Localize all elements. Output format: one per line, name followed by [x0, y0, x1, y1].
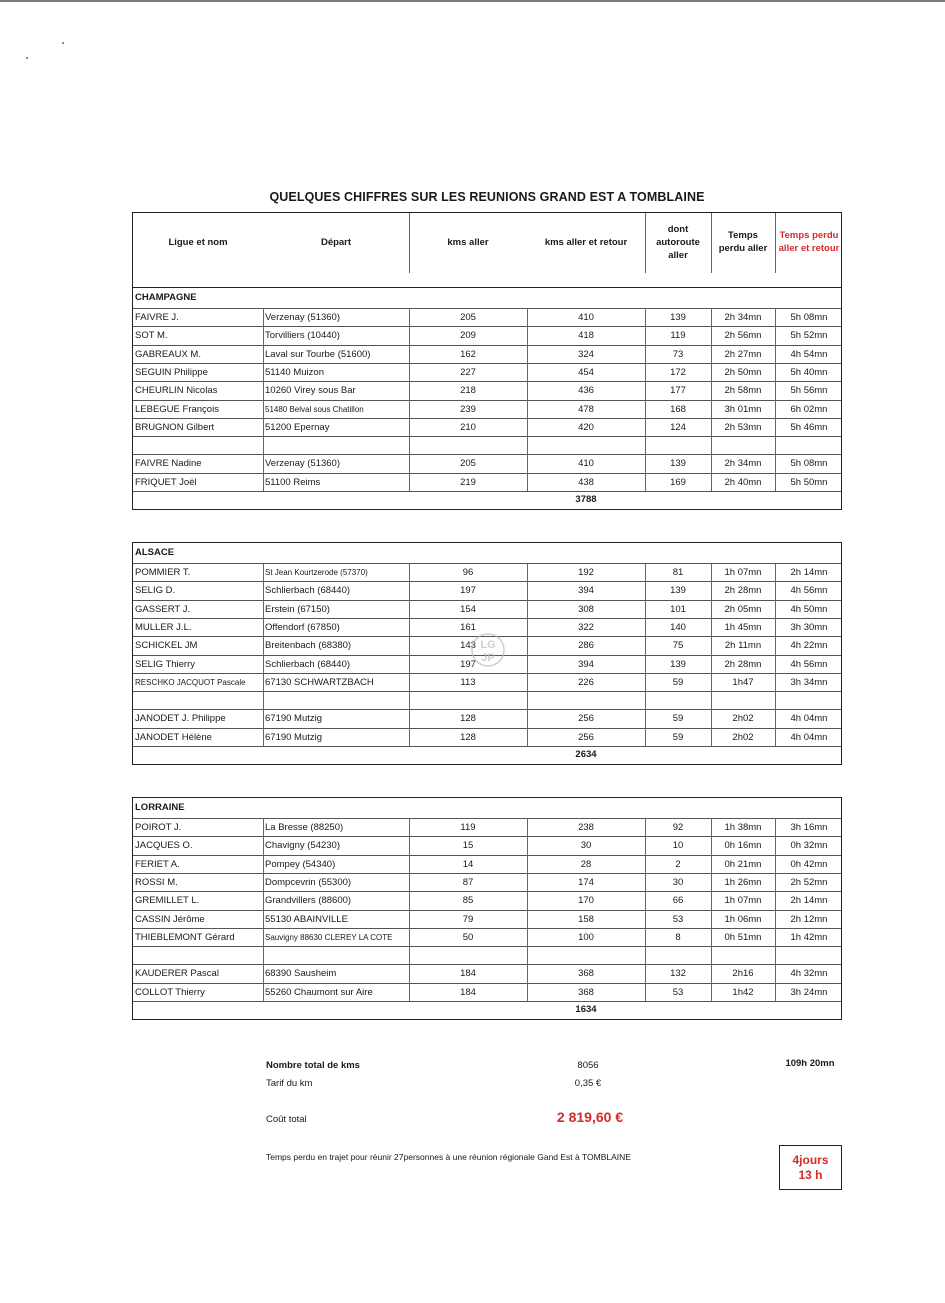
- table-row: [133, 308, 841, 326]
- cell-ar: 308: [578, 603, 594, 615]
- header-temps-aller: Temps perdu aller: [718, 230, 768, 254]
- section-total: 3788: [575, 494, 597, 505]
- cell-ar: 436: [578, 385, 594, 397]
- column-divider: [775, 308, 776, 491]
- table-row: [133, 418, 841, 436]
- cell-t1: 1h 26mn: [724, 876, 762, 888]
- cell-kms: 162: [460, 348, 476, 360]
- cell-t2: 4h 56mn: [790, 585, 828, 597]
- cell-nom: BRUGNON Gilbert: [135, 421, 215, 433]
- cell-t1: 1h 06mn: [724, 913, 762, 925]
- cell-auto: 8: [675, 931, 681, 943]
- cell-ar: 324: [578, 348, 594, 360]
- svg-text:LG: LG: [480, 639, 496, 651]
- cell-kms: 227: [460, 366, 476, 378]
- cell-t1: 3h 01mn: [724, 403, 762, 415]
- header-depart: Départ: [320, 236, 352, 248]
- cell-t2: 2h 14mn: [790, 567, 828, 578]
- cell-depart: Chavigny (54230): [265, 840, 340, 852]
- section-name: LORRAINE: [135, 802, 185, 813]
- cell-t1: 1h 45mn: [724, 621, 762, 633]
- cell-ar: 418: [578, 330, 594, 342]
- cell-kms: 143: [460, 640, 476, 652]
- table-row: [133, 600, 841, 618]
- column-divider: [711, 563, 712, 746]
- cell-ar: 192: [578, 567, 594, 578]
- cell-kms: 239: [460, 403, 476, 415]
- table-row: [133, 855, 841, 873]
- cell-kms: 113: [460, 676, 476, 688]
- cell-auto: 139: [670, 585, 686, 597]
- cell-ar: 454: [578, 366, 594, 378]
- cell-nom: GABREAUX M.: [135, 348, 201, 360]
- cell-auto: 169: [670, 476, 686, 488]
- cell-depart: Schlierbach (68440): [265, 585, 351, 597]
- cell-t2: 5h 50mn: [790, 476, 828, 488]
- cell-kms: 161: [460, 621, 476, 633]
- table-row: [133, 818, 841, 836]
- cell-auto: 124: [670, 421, 686, 433]
- cell-auto: 168: [670, 403, 686, 415]
- cell-ar: 100: [578, 931, 594, 943]
- cell-depart: Pompey (54340): [265, 858, 336, 870]
- watermark-logo: [470, 630, 506, 670]
- cell-depart: 67190 Mutzig: [265, 731, 323, 743]
- cell-t1: 2h 56mn: [724, 330, 762, 342]
- cell-ar: 256: [578, 713, 594, 725]
- cell-auto: 132: [670, 968, 686, 980]
- header-row: [133, 213, 841, 271]
- cell-depart: Offendorf (67850): [265, 621, 340, 633]
- cout-label: Coût total: [266, 1114, 307, 1125]
- table-row: [133, 345, 841, 363]
- cell-t1: 2h 11mn: [724, 640, 762, 652]
- cell-t2: 2h 14mn: [790, 895, 828, 907]
- cell-t2: 2h 12mn: [790, 913, 828, 925]
- cell-depart: 51140 Muizon: [265, 366, 324, 378]
- column-divider: [775, 563, 776, 746]
- cell-t2: 5h 46mn: [790, 421, 828, 433]
- cell-ar: 368: [578, 986, 594, 998]
- cell-nom: ROSSI M.: [135, 876, 178, 888]
- cell-t1: 0h 16mn: [724, 840, 762, 852]
- svg-text:JP: JP: [481, 652, 495, 664]
- cell-t2: 3h 30mn: [790, 621, 828, 633]
- cell-kms: 205: [460, 458, 476, 470]
- table-row: [133, 709, 841, 727]
- cell-ar: 286: [578, 640, 594, 652]
- cell-nom: POMMIER T.: [135, 567, 191, 578]
- column-divider: [775, 818, 776, 1001]
- cell-t2: 4h 56mn: [790, 658, 828, 670]
- cell-auto: 59: [672, 676, 684, 688]
- section-total: 1634: [575, 1004, 597, 1015]
- table-header: [132, 212, 842, 287]
- cell-kms: 218: [460, 385, 476, 397]
- cell-nom: SEGUIN Philippe: [135, 366, 208, 378]
- spacer-row: [133, 946, 841, 964]
- table-row: [133, 673, 841, 691]
- cell-t1: 2h02: [732, 713, 754, 725]
- total-days-badge: [779, 1145, 842, 1190]
- cell-nom: POIROT J.: [135, 822, 182, 833]
- table-row: [133, 836, 841, 854]
- spacer-row: [133, 691, 841, 709]
- column-divider: [263, 563, 264, 746]
- cell-t1: 2h 05mn: [724, 603, 762, 615]
- header-divider: [645, 213, 646, 273]
- cell-t2: 2h 52mn: [790, 876, 828, 888]
- cell-t1: 1h42: [732, 986, 754, 998]
- cell-kms: 79: [462, 913, 474, 925]
- cell-t1: 2h 28mn: [724, 585, 762, 597]
- cell-auto: 139: [670, 658, 686, 670]
- badge-days: 4jours: [792, 1152, 829, 1167]
- table-row: [133, 473, 841, 491]
- cell-t1: 2h 28mn: [724, 658, 762, 670]
- cell-t2: 1h 42mn: [790, 931, 828, 943]
- cell-nom: GREMILLET L.: [135, 895, 200, 907]
- cell-t2: 4h 32mn: [790, 968, 828, 980]
- watermark-badge-icon: [470, 630, 506, 670]
- cell-nom: JANODET Hélène: [135, 731, 212, 743]
- cell-t1: 2h 34mn: [724, 312, 762, 323]
- cell-nom: RESCHKO JACQUOT Pascale: [135, 677, 246, 687]
- cell-nom: JANODET J. Philippe: [135, 713, 226, 725]
- cell-t1: 1h 07mn: [724, 895, 762, 907]
- spacer-row: [133, 436, 841, 454]
- header-kms-aller: kms aller: [447, 236, 489, 248]
- cell-nom: FRIQUET Joël: [135, 476, 197, 488]
- header-temps-ar: Temps perdu aller et retour: [778, 230, 840, 254]
- cell-depart: Schlierbach (68440): [265, 658, 351, 670]
- section-champagne: [132, 287, 842, 510]
- table-row: [133, 728, 841, 746]
- header-divider: [775, 213, 776, 273]
- scan-top-edge: [0, 0, 945, 2]
- cell-depart: Grandvillers (88600): [265, 895, 352, 907]
- header-kms-ar: kms aller et retour: [544, 236, 628, 248]
- cell-auto: 53: [672, 913, 684, 925]
- table-row: [133, 381, 841, 399]
- header-divider: [409, 213, 410, 273]
- column-divider: [409, 818, 410, 1001]
- cell-ar: 226: [578, 676, 594, 688]
- cell-ar: 438: [578, 476, 594, 488]
- cell-kms: 209: [460, 330, 476, 342]
- cell-depart: Dompcevrin (55300): [265, 876, 352, 888]
- cell-kms: 197: [460, 658, 476, 670]
- cell-t2: 3h 24mn: [790, 986, 828, 998]
- cell-kms: 154: [460, 603, 476, 615]
- cell-auto: 2: [675, 858, 681, 870]
- cell-depart: 51200 Epernay: [265, 421, 330, 433]
- section-name: CHAMPAGNE: [135, 292, 197, 303]
- cell-ar: 394: [578, 658, 594, 670]
- header-ligue: Ligue et nom: [168, 236, 228, 248]
- cell-nom: GASSERT J.: [135, 603, 191, 615]
- cell-t2: 5h 40mn: [790, 366, 828, 378]
- cell-nom: MULLER J.L.: [135, 621, 192, 633]
- cell-auto: 30: [672, 876, 684, 888]
- page-title: QUELQUES CHIFFRES SUR LES REUNIONS GRAND EST A TOMBLAINE: [269, 190, 705, 204]
- cell-nom: KAUDERER Pascal: [135, 968, 219, 980]
- total-kms-label: Nombre total de kms: [266, 1060, 360, 1071]
- badge-hours: 13 h: [798, 1167, 823, 1182]
- cell-kms: 50: [462, 931, 474, 943]
- cell-kms: 184: [460, 968, 476, 980]
- cell-kms: 210: [460, 421, 476, 433]
- cell-depart: 67130 SCHWARTZBACH: [265, 676, 374, 688]
- total-time-value: 109h 20mn: [785, 1058, 835, 1069]
- cell-nom: CASSIN Jérôme: [135, 913, 205, 925]
- cell-nom: FAIVRE Nadine: [135, 458, 202, 470]
- cell-ar: 28: [580, 858, 592, 870]
- cell-auto: 177: [670, 385, 686, 397]
- column-divider: [711, 308, 712, 491]
- cell-t1: 0h 51mn: [724, 931, 762, 943]
- tarif-value: 0,35 €: [574, 1078, 602, 1089]
- cell-auto: 172: [670, 366, 686, 378]
- table-row: [133, 326, 841, 344]
- cell-t2: 4h 50mn: [790, 603, 828, 615]
- cell-t2: 5h 08mn: [790, 312, 828, 323]
- cell-t2: 4h 54mn: [790, 348, 828, 360]
- cell-nom: FAIVRE J.: [135, 312, 179, 323]
- cell-t2: 5h 08mn: [790, 458, 828, 470]
- column-divider: [409, 308, 410, 491]
- table-row: [133, 873, 841, 891]
- cell-kms: 128: [460, 731, 476, 743]
- cell-ar: 368: [578, 968, 594, 980]
- cell-ar: 30: [580, 840, 592, 852]
- cell-kms: 15: [462, 840, 474, 852]
- cell-depart: Erstein (67150): [265, 603, 330, 615]
- column-divider: [711, 818, 712, 1001]
- cell-nom: SOT M.: [135, 330, 168, 342]
- cell-t1: 1h47: [732, 676, 754, 688]
- summary-note: Temps perdu en trajet pour réunir 27personnes à une réunion régionale Gand Est à TOMBLAINE: [266, 1152, 631, 1162]
- cell-kms: 128: [460, 713, 476, 725]
- cell-auto: 92: [672, 822, 684, 833]
- cell-depart: 55130 ABAINVILLE: [265, 913, 348, 925]
- cell-auto: 73: [672, 348, 684, 360]
- table-row: [133, 400, 841, 418]
- cell-t2: 4h 22mn: [790, 640, 828, 652]
- cell-nom: FERIET A.: [135, 858, 180, 870]
- cell-t1: 0h 21mn: [724, 858, 762, 870]
- cell-t1: 2h 58mn: [724, 385, 762, 397]
- cell-ar: 420: [578, 421, 594, 433]
- cell-t1: 2h 50mn: [724, 366, 762, 378]
- cell-nom: COLLOT Thierry: [135, 986, 205, 998]
- cell-auto: 139: [670, 458, 686, 470]
- cell-kms: 205: [460, 312, 476, 323]
- table-row: [133, 363, 841, 381]
- cout-value: 2 819,60 €: [556, 1109, 624, 1125]
- cell-t1: 1h 07mn: [724, 567, 762, 578]
- table-row: [133, 581, 841, 599]
- cell-kms: 119: [460, 822, 476, 833]
- cell-auto: 59: [672, 731, 684, 743]
- cell-nom: SCHICKEL JM: [135, 640, 198, 652]
- cell-depart: Verzenay (51360): [265, 458, 340, 470]
- section-name: ALSACE: [135, 547, 175, 558]
- cell-depart: Breitenbach (68380): [265, 640, 352, 652]
- table-row: [133, 928, 841, 946]
- cell-kms: 197: [460, 585, 476, 597]
- cell-t1: 2h 40mn: [724, 476, 762, 488]
- cell-depart: St Jean Kourtzerode (57370): [265, 568, 368, 577]
- column-divider: [527, 818, 528, 1001]
- cell-nom: LEBEGUE François: [135, 403, 219, 415]
- column-divider: [645, 563, 646, 746]
- total-kms-value: 8056: [577, 1060, 599, 1071]
- column-divider: [263, 308, 264, 491]
- row-divider: [133, 746, 841, 747]
- cell-depart: 67190 Mutzig: [265, 713, 323, 725]
- section-lorraine: [132, 797, 842, 1020]
- table-row: [133, 891, 841, 909]
- cell-auto: 75: [672, 640, 684, 652]
- cell-auto: 59: [672, 713, 684, 725]
- cell-t2: 0h 32mn: [790, 840, 828, 852]
- cell-t1: 2h16: [732, 968, 754, 980]
- cell-t1: 1h 38mn: [724, 822, 762, 833]
- column-divider: [527, 308, 528, 491]
- cell-kms: 184: [460, 986, 476, 998]
- cell-depart: Laval sur Tourbe (51600): [265, 348, 371, 360]
- cell-ar: 410: [578, 458, 594, 470]
- cell-t1: 2h 34mn: [724, 458, 762, 470]
- cell-kms: 96: [462, 567, 474, 578]
- cell-ar: 478: [578, 403, 594, 415]
- cell-ar: 410: [578, 312, 594, 323]
- cell-nom: SELIG D.: [135, 585, 176, 597]
- cell-auto: 53: [672, 986, 684, 998]
- table-row: [133, 910, 841, 928]
- table-row: [133, 964, 841, 982]
- cell-t2: 6h 02mn: [790, 403, 828, 415]
- cell-depart: 68390 Sausheim: [265, 968, 337, 980]
- column-divider: [527, 563, 528, 746]
- cell-ar: 394: [578, 585, 594, 597]
- cell-auto: 101: [670, 603, 686, 615]
- cell-t2: 4h 04mn: [790, 713, 828, 725]
- column-divider: [409, 563, 410, 746]
- cell-t1: 2h 53mn: [724, 421, 762, 433]
- cell-nom: JACQUES O.: [135, 840, 193, 852]
- column-divider: [645, 818, 646, 1001]
- table-row: [133, 983, 841, 1001]
- cell-t2: 3h 34mn: [790, 676, 828, 688]
- cell-kms: 87: [462, 876, 474, 888]
- table-row: [133, 454, 841, 472]
- cell-ar: 322: [578, 621, 594, 633]
- cell-depart: 51100 Reims: [265, 476, 321, 488]
- cell-t1: 2h 27mn: [724, 348, 762, 360]
- cell-t1: 2h02: [732, 731, 754, 743]
- row-divider: [133, 1001, 841, 1002]
- table-row: [133, 563, 841, 581]
- cell-t2: 5h 52mn: [790, 330, 828, 342]
- row-divider: [133, 491, 841, 492]
- scan-speck: [62, 42, 64, 44]
- cell-ar: 170: [578, 895, 594, 907]
- column-divider: [645, 308, 646, 491]
- cell-depart: 55260 Chaumont sur Aire: [265, 986, 373, 998]
- cell-auto: 139: [670, 312, 686, 323]
- cell-ar: 174: [578, 876, 594, 888]
- cell-auto: 119: [670, 330, 686, 342]
- cell-auto: 140: [670, 621, 686, 633]
- cell-kms: 85: [462, 895, 474, 907]
- cell-ar: 238: [578, 822, 594, 833]
- cell-ar: 256: [578, 731, 594, 743]
- column-divider: [263, 818, 264, 1001]
- cell-t2: 0h 42mn: [790, 858, 828, 870]
- cell-depart: Torvilliers (10440): [265, 330, 340, 342]
- header-divider: [711, 213, 712, 273]
- cell-depart: 51480 Belval sous Chatillon: [265, 404, 364, 414]
- header-autoroute: dont autoroute aller: [656, 223, 700, 261]
- cell-ar: 158: [578, 913, 594, 925]
- cell-t2: 5h 56mn: [790, 385, 828, 397]
- cell-auto: 66: [672, 895, 684, 907]
- cell-depart: 10260 Virey sous Bar: [265, 385, 356, 397]
- cell-depart: Verzenay (51360): [265, 312, 340, 323]
- scan-speck: [26, 57, 28, 59]
- cell-auto: 10: [672, 840, 684, 852]
- cell-kms: 219: [460, 476, 476, 488]
- cell-nom: CHEURLIN Nicolas: [135, 385, 218, 397]
- cell-depart: La Bresse (88250): [265, 822, 344, 833]
- cell-depart: Sauvigny 88630 CLEREY LA COTE: [265, 932, 393, 942]
- cell-t2: 3h 16mn: [790, 822, 828, 833]
- cell-kms: 14: [462, 858, 474, 870]
- cell-nom: THIEBLEMONT Gérard: [135, 931, 235, 943]
- cell-t2: 4h 04mn: [790, 731, 828, 743]
- cell-nom: SELIG Thierry: [135, 658, 196, 670]
- tarif-label: Tarif du km: [266, 1078, 313, 1089]
- section-total: 2634: [575, 749, 597, 760]
- cell-auto: 81: [672, 567, 684, 578]
